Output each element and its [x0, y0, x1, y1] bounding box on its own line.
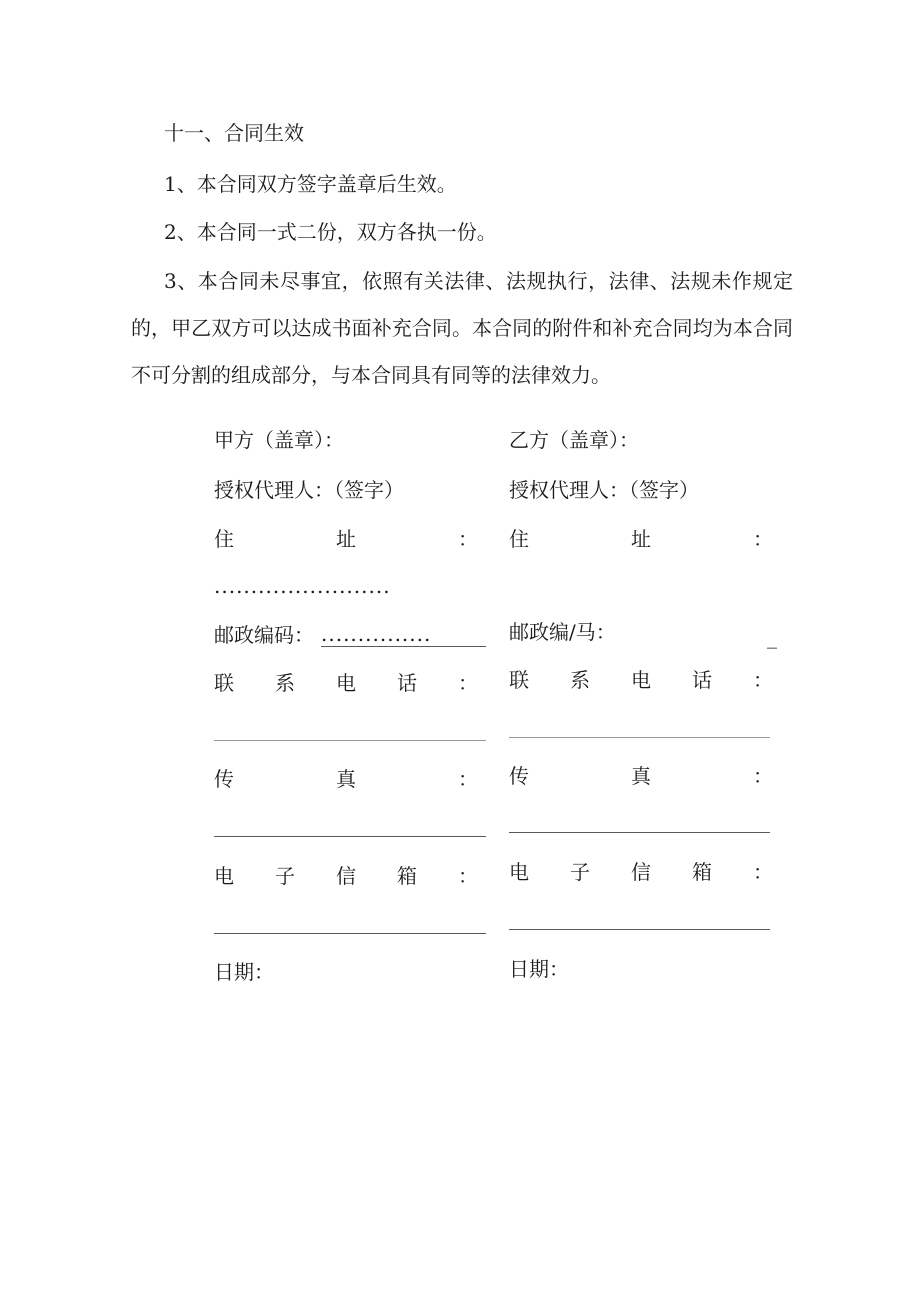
label-char: 话: [692, 668, 712, 692]
party-a-fax-field[interactable]: [214, 836, 486, 837]
label-char: 住: [214, 527, 234, 551]
party-a-email-label: [214, 866, 478, 886]
label-char: 联: [214, 671, 234, 695]
clause-1: 1、本合同双方签字盖章后生效。: [164, 172, 457, 196]
label-char: ：: [458, 527, 478, 551]
label-char: ：: [753, 860, 773, 884]
clause-2: 2、本合同一式二份，双方各执一份。: [164, 220, 497, 244]
label-char: ：: [753, 527, 773, 551]
party-a-postcode-field[interactable]: ...............: [321, 624, 486, 647]
label-char: 真: [336, 767, 356, 791]
label-char: 箱: [692, 860, 712, 884]
party-b-title: 乙方（盖章）：: [509, 428, 639, 452]
party-b-address-label: [509, 529, 773, 549]
party-b-fax-field[interactable]: [509, 832, 770, 833]
party-b-phone-label: [509, 670, 773, 690]
party-b-postcode-field[interactable]: _: [767, 625, 777, 649]
label-char: 话: [397, 671, 417, 695]
label-char: 信: [631, 860, 651, 884]
label-char: ：: [458, 864, 478, 888]
label-char: 子: [570, 860, 590, 884]
party-b-postcode-label: 邮政编/马：: [509, 620, 616, 644]
party-b-phone-field[interactable]: [509, 737, 770, 738]
party-b-email-field[interactable]: [509, 929, 770, 930]
party-b-fax-label: [509, 766, 773, 786]
label-char: ：: [458, 671, 478, 695]
label-char: 系: [570, 668, 590, 692]
clause-3: 3、本合同未尽事宜，依照有关法律、法规执行，法律、法规未作规定的，甲乙双方可以达成书面补充合同。本合同的附件和补充合同均为本合同不可分割的组成部分，与本合同具有同等的法律效力。: [131, 269, 793, 387]
party-a-phone-field[interactable]: [214, 740, 486, 741]
label-char: 真: [631, 764, 651, 788]
label-char: 电: [336, 671, 356, 695]
party-a-date: 日期：: [214, 960, 274, 984]
party-b-date: 日期：: [509, 957, 569, 981]
label-char: 系: [275, 671, 295, 695]
label-char: 联: [509, 668, 529, 692]
party-a-title: 甲方（盖章）：: [214, 428, 344, 452]
party-b-agent: 授权代理人：（签字）: [509, 478, 699, 502]
party-b-email-label: [509, 862, 773, 882]
label-char: 电: [631, 668, 651, 692]
label-char: ：: [458, 767, 478, 791]
party-a-email-field[interactable]: [214, 933, 486, 934]
label-char: 址: [631, 527, 651, 551]
label-char: ：: [753, 668, 773, 692]
label-char: 电: [214, 864, 234, 888]
party-a-address-field[interactable]: ........................: [214, 576, 391, 596]
section-heading: 十一、合同生效: [164, 121, 304, 145]
party-a-postcode-label: 邮政编码：: [214, 623, 314, 647]
label-char: 住: [509, 527, 529, 551]
label-char: 传: [214, 767, 234, 791]
label-char: 子: [275, 864, 295, 888]
label-char: 箱: [397, 864, 417, 888]
party-a-phone-label: [214, 673, 478, 693]
label-char: 电: [509, 860, 529, 884]
label-char: 址: [336, 527, 356, 551]
label-char: 信: [336, 864, 356, 888]
label-char: 传: [509, 764, 529, 788]
party-a-address-label: [214, 529, 478, 549]
party-a-fax-label: [214, 769, 478, 789]
label-char: ：: [753, 764, 773, 788]
party-a-agent: 授权代理人：（签字）: [214, 478, 404, 502]
